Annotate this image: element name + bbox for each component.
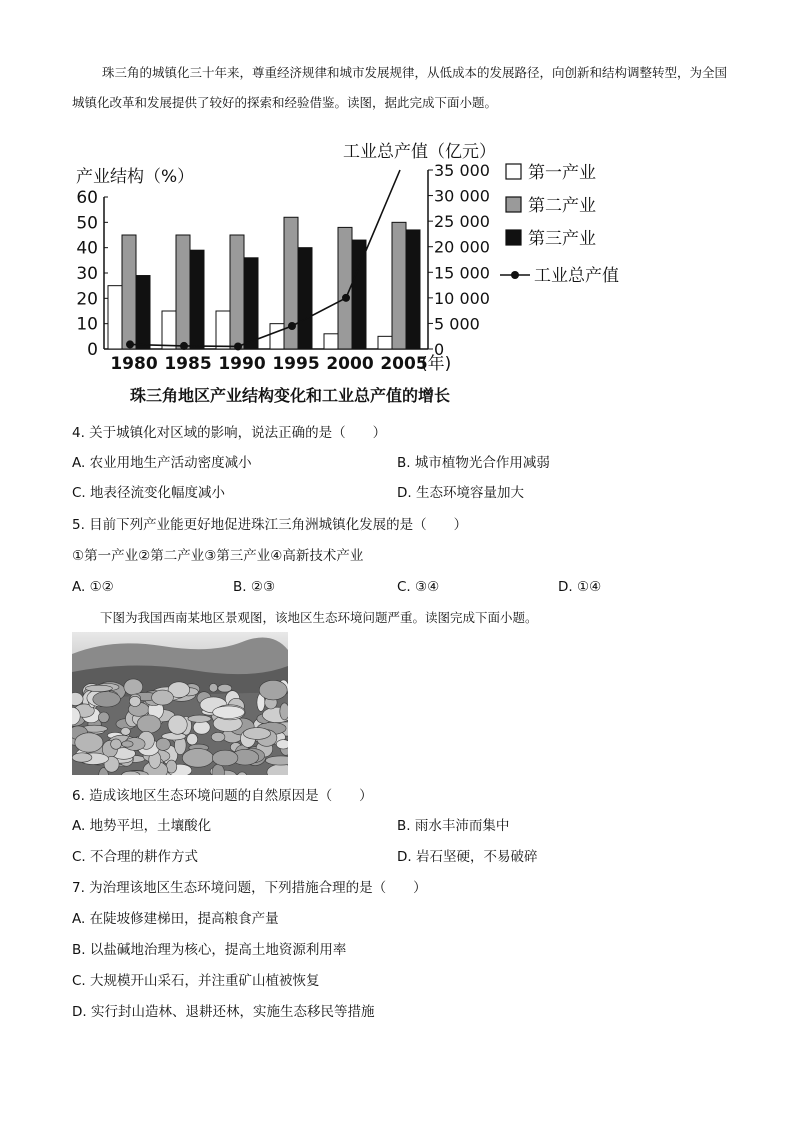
- bar-第三产业: [190, 250, 204, 349]
- x-tick-label: 1985: [164, 354, 212, 374]
- legend-swatch: [506, 230, 521, 245]
- left-tick-label: 10: [76, 314, 98, 335]
- bar-第三产业: [244, 258, 258, 349]
- bar-第二产业: [122, 235, 136, 349]
- bar-第一产业: [270, 324, 284, 349]
- bar-第一产业: [324, 334, 338, 349]
- q6-option-a[interactable]: A. 地势平坦，土壤酸化: [72, 818, 212, 834]
- legend-label: 工业总产值: [534, 266, 619, 286]
- legend-label: 第二产业: [528, 196, 596, 216]
- legend-marker: [511, 271, 519, 279]
- left-tick-label: 30: [76, 264, 98, 284]
- q4-option-a[interactable]: A. 农业用地生产活动密度减小: [72, 455, 252, 471]
- point-工业总产值: [288, 322, 296, 330]
- legend-swatch: [506, 197, 521, 212]
- q4-option-d[interactable]: D. 生态环境容量加大: [397, 485, 524, 501]
- right-tick-label: 20 000: [434, 237, 490, 257]
- q7-option-c[interactable]: C. 大规模开山采石，并注重矿山植被恢复: [72, 973, 320, 989]
- point-工业总产值: [126, 340, 134, 348]
- passage-intro: 珠三角的城镇化三十年来，尊重经济规律和城市发展规律，从低成本的发展路径，向创新和结构调整转型，为全国城镇化改革和发展提供了较好的探索和经验借鉴。读图，据此完成下面小题。: [72, 65, 728, 110]
- bar-第二产业: [230, 235, 244, 349]
- right-tick-label: 5 000: [434, 314, 480, 334]
- q7-option-b[interactable]: B. 以盐碱地治理为核心，提高土地资源利用率: [72, 942, 347, 958]
- question-5-stem: 5. 目前下列产业能更好地促进珠江三角洲城镇化发展的是（ ）: [72, 517, 468, 533]
- q6-option-c[interactable]: C. 不合理的耕作方式: [72, 849, 199, 865]
- right-tick-label: 35 000: [434, 161, 490, 180]
- x-tick-label: 2000: [326, 354, 374, 374]
- legend-swatch: [506, 164, 521, 179]
- point-工业总产值: [342, 294, 350, 302]
- x-tick-label: 2005: [380, 354, 428, 374]
- q6-option-d[interactable]: D. 岩石坚硬，不易破碎: [397, 849, 538, 865]
- question-4-stem: 4. 关于城镇化对区域的影响，说法正确的是（ ）: [72, 425, 387, 441]
- q6-option-b[interactable]: B. 雨水丰沛而集中: [397, 818, 510, 834]
- bar-第三产业: [406, 230, 420, 349]
- question-6-stem: 6. 造成该地区生态环境问题的自然原因是（ ）: [72, 788, 373, 804]
- right-tick-label: 10 000: [434, 288, 490, 308]
- x-tick-label: 1990: [218, 354, 266, 374]
- passage-2: 下图为我国西南某地区景观图，该地区生态环境问题严重。读图完成下面小题。: [100, 610, 538, 625]
- left-tick-label: 20: [76, 289, 98, 310]
- bar-第一产业: [216, 311, 230, 349]
- left-axis-label: 产业结构（%）: [76, 167, 195, 187]
- right-tick-label: 25 000: [434, 212, 490, 232]
- bar-第一产业: [378, 336, 392, 349]
- question-7-stem: 7. 为治理该地区生态环境问题，下列措施合理的是（ ）: [72, 880, 427, 896]
- legend-label: 第一产业: [528, 163, 596, 183]
- left-tick-label: 40: [76, 238, 98, 259]
- q7-option-d[interactable]: D. 实行封山造林、退耕还林，实施生态移民等措施: [72, 1004, 375, 1020]
- legend-label: 第三产业: [528, 229, 596, 249]
- chart-caption: 珠三角地区产业结构变化和工业总产值的增长: [130, 386, 451, 405]
- q5-option-d[interactable]: D. ①④: [558, 579, 602, 595]
- left-tick-label: 60: [76, 188, 98, 208]
- left-tick-label: 0: [87, 340, 98, 360]
- x-tick-label: 1980: [110, 354, 158, 374]
- bar-第一产业: [162, 311, 176, 349]
- point-工业总产值: [180, 342, 188, 350]
- point-工业总产值: [234, 342, 242, 350]
- bar-第二产业: [392, 222, 406, 349]
- x-tick-label: 1995: [272, 354, 320, 374]
- q7-option-a[interactable]: A. 在陡坡修建梯田，提高粮食产量: [72, 911, 279, 927]
- q5-option-a[interactable]: A. ①②: [72, 579, 114, 595]
- bar-第三产业: [136, 276, 150, 349]
- x-unit-label: (年): [421, 354, 452, 374]
- left-tick-label: 50: [76, 213, 98, 234]
- industry-chart: [68, 140, 628, 380]
- karst-landscape-photo: [72, 632, 288, 775]
- q5-option-c[interactable]: C. ③④: [397, 579, 440, 595]
- bar-第三产业: [298, 248, 312, 349]
- right-tick-label: 30 000: [434, 186, 490, 206]
- bar-第二产业: [176, 235, 190, 349]
- bar-第一产业: [108, 286, 122, 349]
- right-tick-label: 15 000: [434, 263, 490, 283]
- q4-option-b[interactable]: B. 城市植物光合作用减弱: [397, 455, 550, 471]
- question-5-note: ①第一产业②第二产业③第三产业④高新技术产业: [72, 548, 364, 564]
- right-axis-label: 工业总产值（亿元）: [343, 142, 496, 162]
- q4-option-c[interactable]: C. 地表径流变化幅度减小: [72, 485, 226, 501]
- q5-option-b[interactable]: B. ②③: [233, 579, 276, 595]
- right-tick-label: 0: [434, 340, 445, 359]
